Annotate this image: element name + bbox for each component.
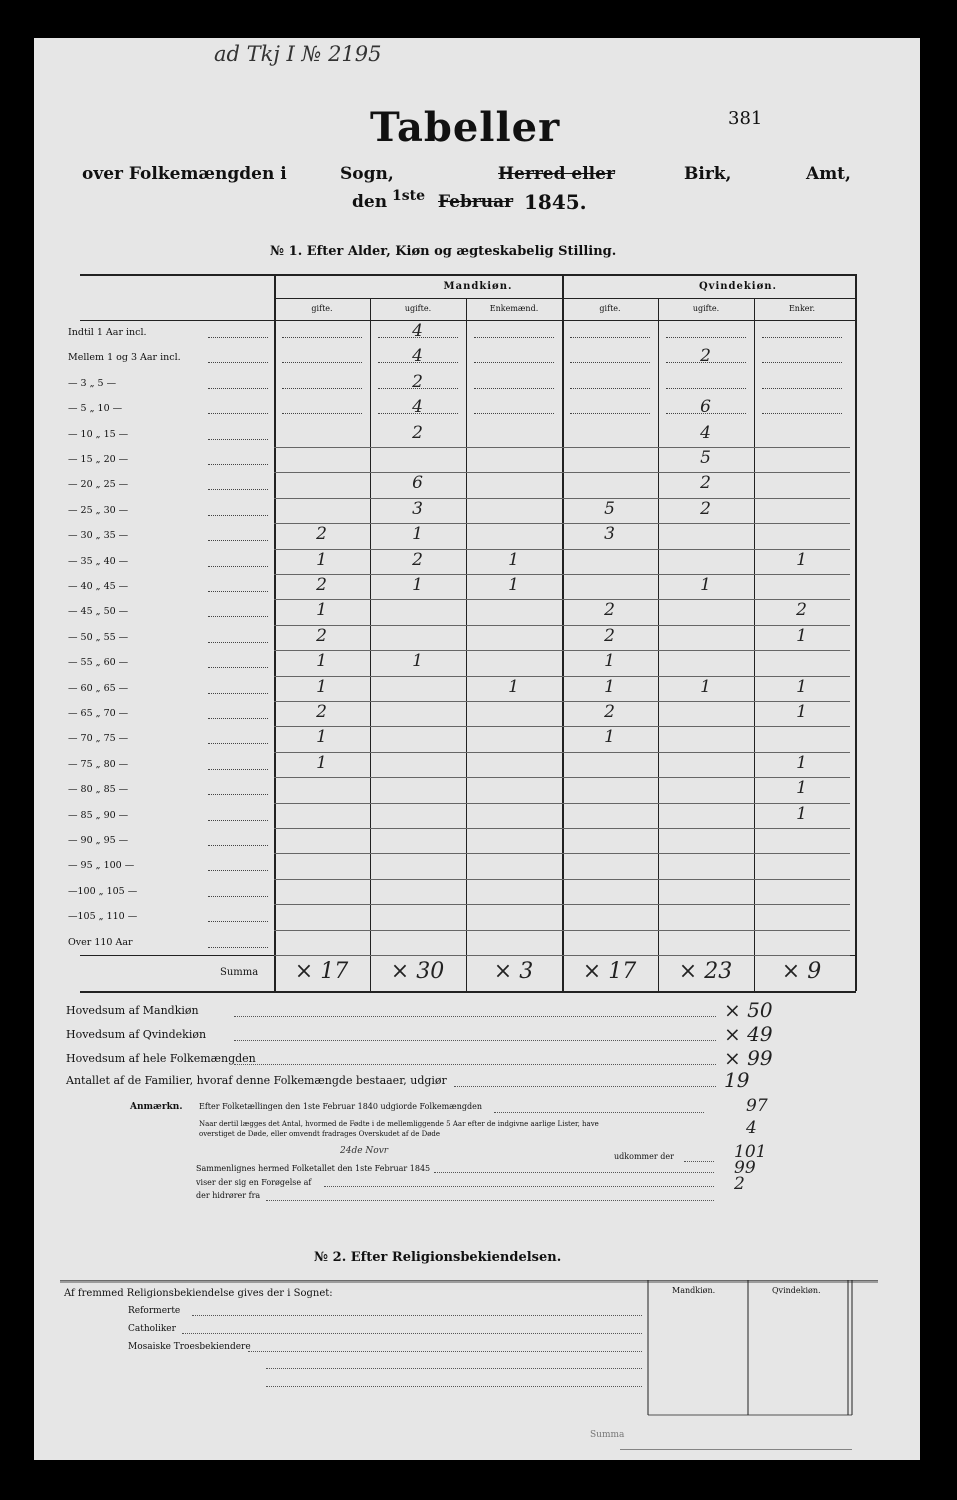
table-cell: 1 xyxy=(316,549,327,570)
group-mandkion: Mandkiøn. xyxy=(443,281,513,292)
line2-month: Februar xyxy=(438,192,514,212)
table-cell: 4 xyxy=(700,422,711,443)
age-row-label: — 25 „ 30 — xyxy=(68,504,129,516)
total-value: × 50 xyxy=(724,998,773,1022)
table-cell: 1 xyxy=(796,778,807,799)
remarks-line3: Sammenlignes hermed Folketallet den 1ste Februar 1845 xyxy=(196,1164,431,1173)
table-cell: 2 xyxy=(412,371,423,392)
age-row-label: — 95 „ 100 — xyxy=(68,860,135,872)
table-cell: 4 xyxy=(412,397,423,418)
age-row-label: — 65 „ 70 — xyxy=(68,708,129,719)
remarks-udkommer: udkommer der xyxy=(614,1152,674,1161)
remarks-udkommer-value: 101 xyxy=(734,1142,767,1162)
table-cell: 1 xyxy=(604,727,615,748)
age-row-label: —105 „ 110 — xyxy=(68,911,138,923)
column-header: ugifte. xyxy=(404,304,432,313)
summa-value: × 17 xyxy=(294,959,349,984)
table-cell: 6 xyxy=(412,473,423,494)
remarks-line3-value: 99 xyxy=(734,1158,756,1178)
age-row-label: — 70 „ 75 — xyxy=(68,733,129,745)
age-row-label: — 45 „ 50 — xyxy=(68,606,129,618)
table-cell: 1 xyxy=(796,625,807,646)
line1-amt: Amt, xyxy=(806,164,851,184)
age-row-label: — 40 „ 45 — xyxy=(68,581,129,592)
table-cell: 2 xyxy=(412,549,423,570)
age-row-label: — 10 „ 15 — xyxy=(68,428,129,440)
age-row-label: — 30 „ 35 — xyxy=(68,530,129,542)
table-cell: 2 xyxy=(604,625,615,646)
table-cell: 2 xyxy=(412,422,423,443)
religion-intro: Af fremmed Religionsbekiendelse gives der i Sognet: xyxy=(64,1288,333,1299)
table-rule xyxy=(274,298,856,299)
age-row-label: Indtil 1 Aar incl. xyxy=(68,327,147,338)
table-cell: 2 xyxy=(316,625,327,646)
age-row-label: — 50 „ 55 — xyxy=(68,631,129,643)
table-rule xyxy=(80,991,856,993)
remarks-hand-note: 24de Novr xyxy=(340,1146,389,1156)
table-rule xyxy=(855,274,857,991)
table-cell: 1 xyxy=(316,676,327,697)
age-row-label: — 90 „ 95 — xyxy=(68,835,129,846)
table-cell: 2 xyxy=(316,524,327,545)
religion-summa: Summa xyxy=(590,1430,625,1440)
section1-title: № 1. Efter Alder, Kiøn og ægteskabelig Stilling. xyxy=(270,244,617,259)
remarks-line5: der hidrører fra xyxy=(196,1191,261,1200)
table-cell: 1 xyxy=(796,752,807,773)
table-cell: 6 xyxy=(700,397,711,418)
column-header: Enkemænd. xyxy=(489,304,539,313)
line1-sogn: Sogn, xyxy=(340,164,394,184)
age-row-label: — 85 „ 90 — xyxy=(68,809,129,821)
page-number: 381 xyxy=(728,108,763,129)
table-cell: 1 xyxy=(316,752,327,773)
remarks-line2a: Naar dertil lægges det Antal, hvormed de Fødte i de mellemliggende 5 Aar efter de indgivne aarlige Lister, have xyxy=(199,1120,599,1128)
table-cell: 3 xyxy=(412,498,423,519)
religion-table xyxy=(60,1280,878,1450)
summa-value: × 9 xyxy=(781,959,822,984)
remarks-line2-value: 4 xyxy=(746,1118,757,1138)
line1-herred: Herred eller xyxy=(498,164,615,184)
remarks-label: Anmærkn. xyxy=(130,1102,183,1112)
total-label: Hovedsum af Mandkiøn xyxy=(66,1004,199,1017)
remarks-line4: viser der sig en Forøgelse af xyxy=(196,1178,312,1187)
reference-note: ad Tkj I № 2195 xyxy=(214,42,382,66)
line2-day: 1ste xyxy=(392,188,425,204)
table-cell: 1 xyxy=(796,803,807,824)
remarks-line2b: overstiget de Døde, eller omvendt fradrages Overskudet af de Døde xyxy=(199,1130,441,1138)
total-label: Antallet af de Familier, hvoraf denne Folkemængde bestaaer, udgiør xyxy=(66,1074,447,1087)
table-cell: 1 xyxy=(508,575,519,595)
age-row-label: — 3 „ 5 — xyxy=(68,377,117,389)
table-cell: 1 xyxy=(316,651,327,672)
age-row-label: — 20 „ 25 — xyxy=(68,479,129,491)
column-header: Enker. xyxy=(788,304,816,313)
total-label: Hovedsum af hele Folkemængden xyxy=(66,1052,256,1065)
total-value: × 49 xyxy=(724,1022,773,1046)
table-cell: 1 xyxy=(508,676,519,697)
age-row-label: Mellem 1 og 3 Aar incl. xyxy=(68,352,181,364)
summa-value: × 3 xyxy=(493,959,534,984)
table-cell: 1 xyxy=(700,676,711,697)
line1-birk: Birk, xyxy=(684,164,732,184)
table-rule xyxy=(466,298,467,991)
table-cell: 2 xyxy=(796,600,807,621)
religion-item-mosaiske: Mosaiske Troesbekiendere xyxy=(128,1342,251,1352)
age-row-label: — 5 „ 10 — xyxy=(68,403,123,415)
table-cell: 4 xyxy=(412,346,423,367)
table-cell: 5 xyxy=(700,448,711,468)
remarks-line1-value: 97 xyxy=(746,1096,768,1116)
table-cell: 1 xyxy=(316,600,327,621)
table-cell: 1 xyxy=(316,727,327,748)
line2-year: 1845. xyxy=(524,190,587,214)
table-cell: 2 xyxy=(604,702,615,722)
table-cell: 2 xyxy=(700,498,711,519)
table-cell: 2 xyxy=(604,600,615,621)
table-cell: 1 xyxy=(604,676,615,697)
age-row-label: —100 „ 105 — xyxy=(68,885,138,897)
age-row-label: — 60 „ 65 — xyxy=(68,682,129,694)
table-cell: 1 xyxy=(700,575,711,595)
page-title: Tabeller xyxy=(370,104,561,151)
table-cell: 2 xyxy=(700,473,711,494)
table-cell: 2 xyxy=(700,346,711,367)
table-cell: 1 xyxy=(604,651,615,672)
remarks-line1: Efter Folketællingen den 1ste Februar 1840 udgiorde Folkemængden xyxy=(199,1102,482,1111)
religion-item-catholiker: Catholiker xyxy=(128,1324,176,1334)
table-cell: 1 xyxy=(412,651,423,672)
total-label: Hovedsum af Qvindekiøn xyxy=(66,1028,207,1041)
table-cell: 4 xyxy=(412,321,423,341)
table-cell: 1 xyxy=(796,549,807,570)
table-cell: 3 xyxy=(604,524,615,545)
age-row-label: — 55 „ 60 — xyxy=(68,657,129,669)
summa-value: × 23 xyxy=(678,959,733,984)
total-value: × 99 xyxy=(724,1046,773,1070)
table-cell: 1 xyxy=(412,575,423,595)
col-qvind: Qvindekiøn. xyxy=(772,1286,821,1295)
col-mand: Mandkiøn. xyxy=(672,1286,716,1295)
column-header: ugifte. xyxy=(692,304,720,313)
religion-item-reformerte: Reformerte xyxy=(128,1306,181,1316)
section2-title: № 2. Efter Religionsbekiendelsen. xyxy=(314,1250,562,1265)
remarks-line4-value: 2 xyxy=(734,1174,745,1194)
age-row-label: — 35 „ 40 — xyxy=(68,555,129,567)
table-cell: 1 xyxy=(796,676,807,697)
table-cell: 5 xyxy=(604,498,615,519)
summa-value: × 30 xyxy=(390,959,445,984)
group-qvindekion: Qvindekiøn. xyxy=(698,281,778,292)
table-rule xyxy=(80,274,856,276)
column-header: gifte. xyxy=(311,304,333,313)
table-cell: 1 xyxy=(508,549,519,570)
sogn-handwriting xyxy=(252,160,342,179)
line1-prefix: over Folkemængden i xyxy=(82,164,287,184)
line2-den: den xyxy=(352,192,388,212)
column-header: gifte. xyxy=(599,304,621,313)
table-cell: 1 xyxy=(796,702,807,722)
age-row-label: — 80 „ 85 — xyxy=(68,784,129,796)
summa-label: Summa xyxy=(220,967,259,978)
age-row-label: — 15 „ 20 — xyxy=(68,454,129,465)
age-row-label: — 75 „ 80 — xyxy=(68,758,129,770)
table-cell: 2 xyxy=(316,702,327,722)
summa-value: × 17 xyxy=(582,959,637,984)
census-form-page xyxy=(34,38,920,1460)
table-rule xyxy=(80,320,856,321)
total-value: 19 xyxy=(724,1068,750,1092)
age-row-label: Over 110 Aar xyxy=(68,936,133,948)
table-cell: 1 xyxy=(412,524,423,545)
table-cell: 2 xyxy=(316,575,327,595)
